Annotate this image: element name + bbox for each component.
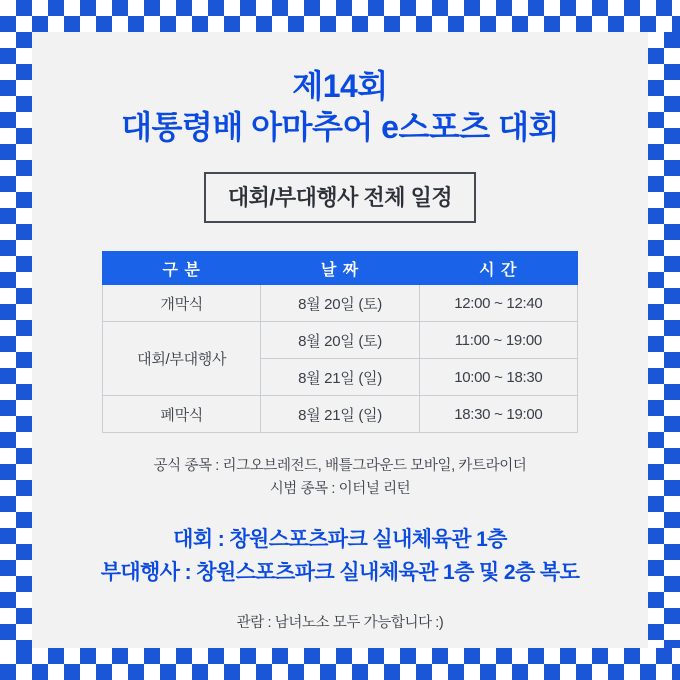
cell-time: 11:00 ~ 19:00 [419,322,577,359]
subtitle-badge: 대회/부대행사 전체 일정 [204,172,476,223]
table-row [103,322,578,359]
cell-time: 10:00 ~ 18:30 [419,359,577,396]
cell-date: 8월 20일 (토) [261,285,419,322]
cell-date: 8월 21일 (일) [261,396,419,433]
checkered-border-bottom [0,648,680,680]
schedule-table [102,251,578,433]
table-row [103,285,578,322]
page-title [121,66,559,148]
cell-category: 대회/부대행사 [103,322,261,396]
venue-side-events: 부대행사 : 창원스포츠파크 실내체육관 1층 및 2층 복도 [100,561,580,584]
table-header-time: 시 간 [419,252,577,285]
game-notes [154,455,527,501]
table-row [103,396,578,433]
checkered-border-right [648,32,680,648]
audience-note: 관람 : 남녀노소 모두 가능합니다 :) [236,615,444,631]
official-games-note: 공식 종목 : 리그오브레전드, 배틀그라운드 모바일, 카트라이더 [153,458,527,474]
poster-content [32,32,648,648]
venue-info [101,523,580,589]
cell-time: 12:00 ~ 12:40 [419,285,577,322]
title-edition: 제14회 [292,68,388,104]
checkered-border-left [0,32,32,648]
cell-category: 개막식 [103,285,261,322]
table-header-row [103,252,578,285]
cell-date: 8월 20일 (토) [261,322,419,359]
demo-games-note: 시범 종목 : 이터널 리턴 [269,481,411,497]
table-header-date: 날 짜 [261,252,419,285]
venue-competition: 대회 : 창원스포츠파크 실내체육관 1층 [173,528,507,551]
cell-date: 8월 21일 (일) [261,359,419,396]
cell-category: 폐막식 [103,396,261,433]
title-main: 대통령배 아마추어 e스포츠 대회 [121,109,559,145]
table-header-category: 구 분 [103,252,261,285]
cell-time: 18:30 ~ 19:00 [419,396,577,433]
checkered-border-top [0,0,680,32]
